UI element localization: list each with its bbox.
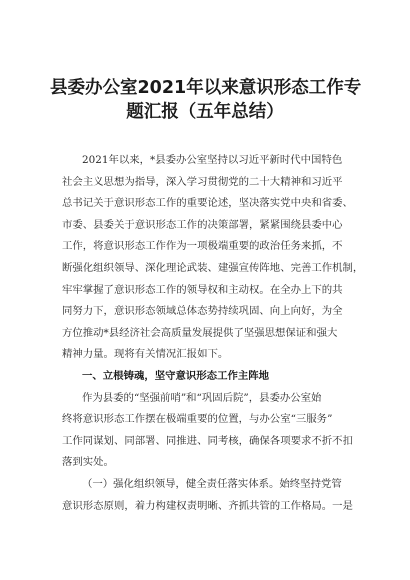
paragraph-line: 作为县委的“坚强前哨”和“巩固后院”，县委办公室始 <box>82 391 322 404</box>
paragraph-line: 市委、县委关于意识形态工作的决策部署，紧紧围绕县委中心 <box>62 218 343 231</box>
document-title <box>50 76 360 124</box>
paragraph-line: 方位推动*县经济社会高质量发展提供了坚强思想保证和强大 <box>62 326 338 339</box>
paragraph-line: 断强化组织领导、深化理论武装、建强宣传阵地、完善工作机制， <box>62 261 364 274</box>
title-line: 县委办公室2021年以来意识形态工作专 <box>50 78 362 98</box>
paragraph-line: 社会主义思想为指导，深入学习贯彻党的二十大精神和习近平 <box>62 175 343 188</box>
paragraph-line: 工作同谋划、同部署、同推进、同考核，确保各项要求不折不扣 <box>62 434 353 447</box>
paragraph-line: 工作，将意识形态工作作为一项极端重要的政治任务来抓，不 <box>62 240 343 253</box>
paragraph-line: 同努力下，意识形态领域总体态势持续巩固、向上向好，为全 <box>62 305 343 318</box>
paragraph-line: 2021年以来，*县委办公室坚持以习近平新时代中国特色 <box>82 154 343 166</box>
paragraph-line: （一）强化组织领导，健全责任落实体系。始终坚持党管 <box>82 477 342 490</box>
title-line: 题汇报（五年总结） <box>126 102 284 122</box>
paragraph-line: 牢牢掌握了意识形态工作的领导权和主动权。在全办上下的共 <box>62 283 343 296</box>
paragraph-line: 精神力量。现将有关情况汇报如下。 <box>62 348 229 361</box>
section-heading: 一、立根铸魂，坚守意识形态工作主阵地 <box>82 369 270 382</box>
paragraph-line: 意识形态原则，着力构建权责明晰、齐抓共管的工作格局。一是 <box>62 499 353 512</box>
document-body <box>62 150 362 517</box>
paragraph-line: 终将意识形态工作摆在极端重要的位置，与办公室“三服务” <box>62 413 333 426</box>
paragraph-line: 落到实处。 <box>62 456 114 469</box>
paragraph-line: 总书记关于意识形态工作的重要论述，坚决落实党中央和省委、 <box>62 197 353 210</box>
